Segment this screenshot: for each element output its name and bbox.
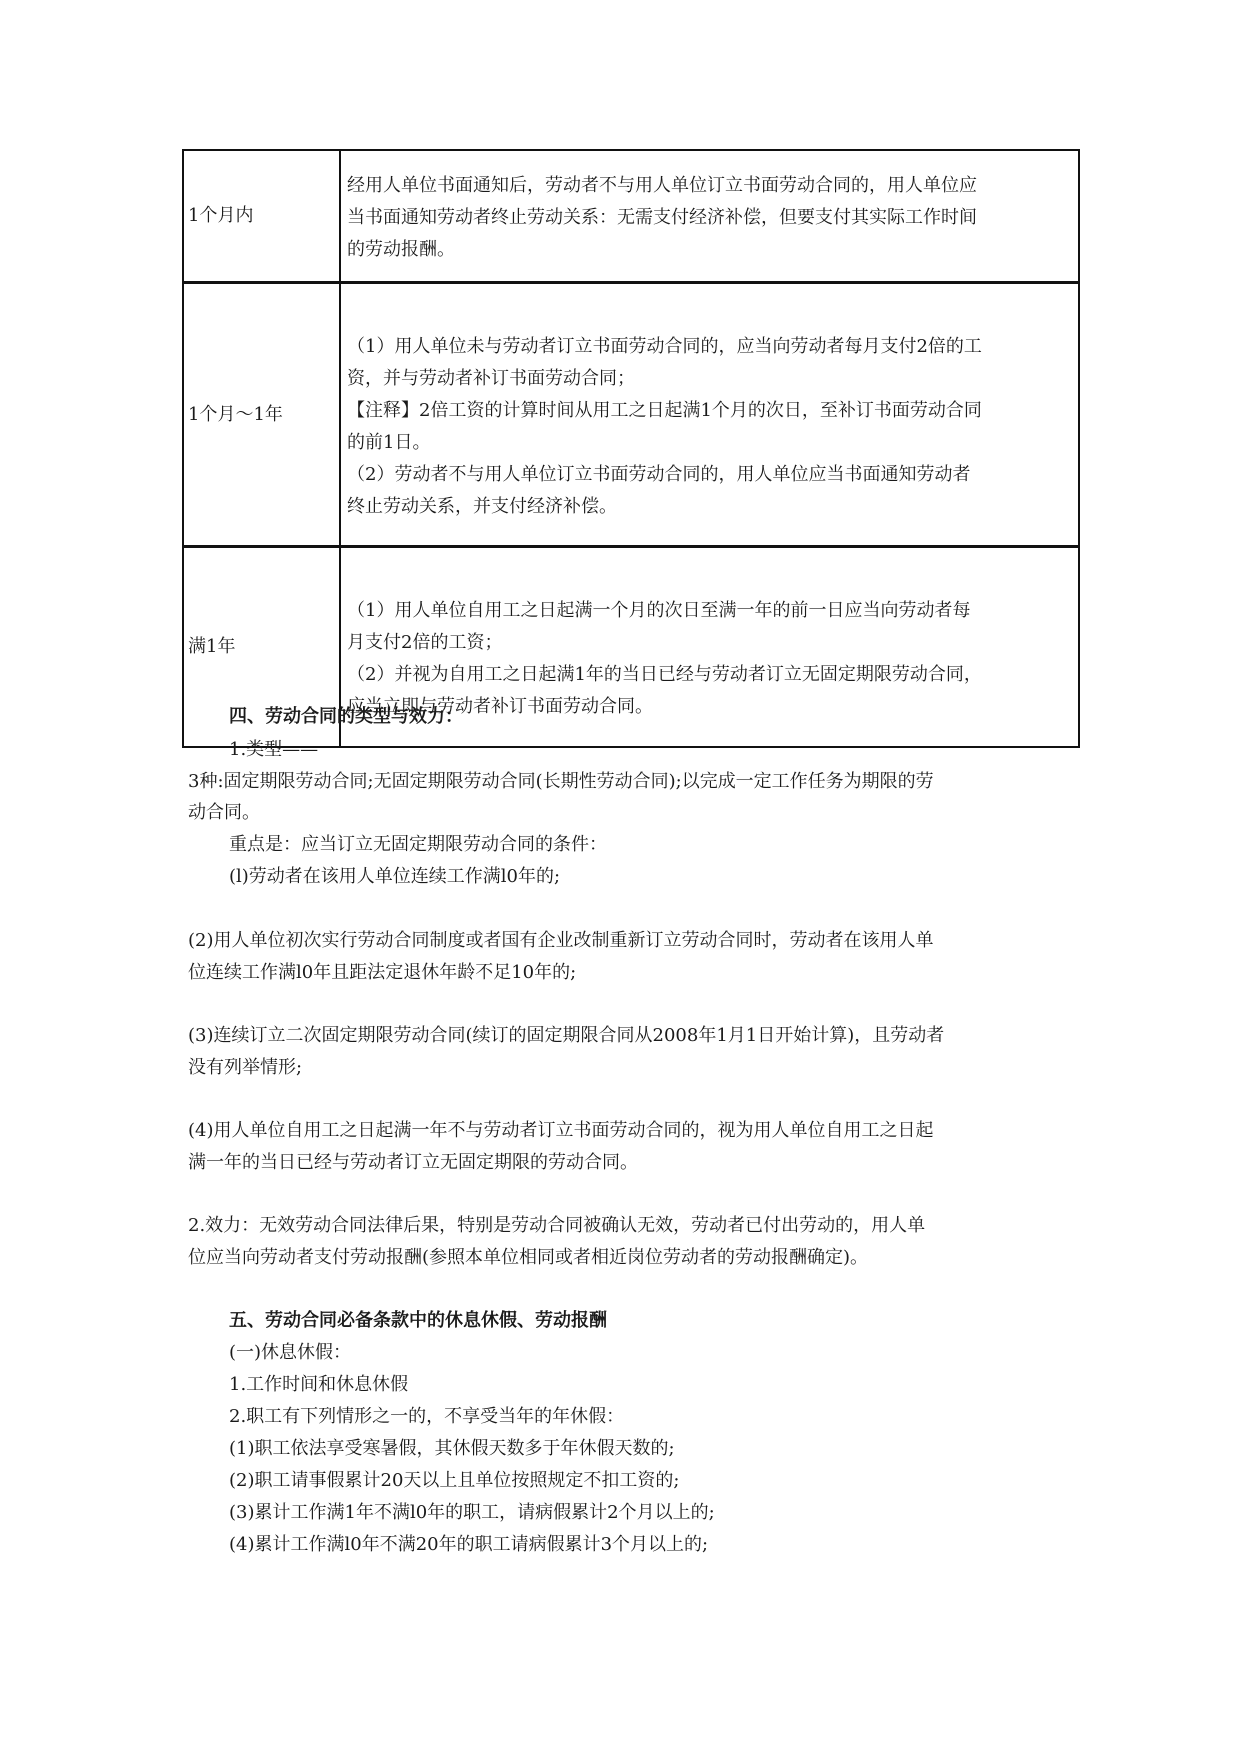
paragraph-line: 2.效力：无效劳动合同法律后果，特别是劳动合同被确认无效，劳动者已付出劳动的，用人单 bbox=[188, 1215, 926, 1236]
rule-line: （1）用人单位自用工之日起满一个月的次日至满一年的前一日应当向劳动者每 bbox=[347, 600, 971, 621]
rule-line: 月支付2倍的工资； bbox=[347, 632, 503, 653]
paragraph-line: 位应当向劳动者支付劳动报酬(参照本单位相同或者相近岗位劳动者的劳动报酬确定)。 bbox=[188, 1247, 869, 1268]
paragraph-line: 1.类型—— bbox=[229, 739, 319, 760]
table-row bbox=[183, 150, 1079, 283]
table-row bbox=[183, 283, 1079, 547]
rule-cell bbox=[340, 150, 1079, 283]
list-item: (3)累计工作满1年不满l0年的职工，请病假累计2个月以上的; bbox=[229, 1502, 715, 1523]
rule-line: 的前1日。 bbox=[347, 431, 431, 453]
rule-line: （2）并视为自用工之日起满1年的当日已经与劳动者订立无固定期限劳动合同， bbox=[347, 664, 982, 685]
rule-line: 【注释】2倍工资的计算时间从用工之日起满1个月的次日，至补订书面劳动合同 bbox=[347, 399, 982, 421]
list-item: 2.职工有下列情形之一的，不享受当年的年休假： bbox=[229, 1406, 625, 1427]
list-item: (2)用人单位初次实行劳动合同制度或者国有企业改制重新订立劳动合同时，劳动者在该用人单 bbox=[188, 930, 934, 951]
list-item: (1)职工依法享受寒暑假，其休假天数多于年休假天数的; bbox=[229, 1438, 675, 1459]
list-item: 没有列举情形; bbox=[188, 1057, 303, 1078]
rule-line: （1）用人单位未与劳动者订立书面劳动合同的，应当向劳动者每月支付2倍的工 bbox=[347, 335, 982, 357]
rule-line: 经用人单位书面通知后，劳动者不与用人单位订立书面劳动合同的，用人单位应 bbox=[347, 175, 977, 196]
rule-line: 的劳动报酬。 bbox=[347, 239, 455, 260]
contract-rules-table bbox=[182, 149, 1080, 748]
rule-line: 资，并与劳动者补订书面劳动合同； bbox=[347, 367, 635, 389]
list-item: (l)劳动者在该用人单位连续工作满l0年的; bbox=[229, 866, 561, 887]
list-item: 满一年的当日已经与劳动者订立无固定期限的劳动合同。 bbox=[188, 1152, 638, 1173]
list-item: 位连续工作满l0年且距法定退休年龄不足10年的; bbox=[188, 962, 577, 983]
period-cell: 1个月内 bbox=[183, 150, 340, 283]
list-item: (4)累计工作满l0年不满20年的职工请病假累计3个月以上的; bbox=[229, 1534, 709, 1555]
list-item: 1.工作时间和休息休假 bbox=[229, 1374, 409, 1395]
paragraph-line: 重点是：应当订立无固定期限劳动合同的条件： bbox=[229, 834, 607, 855]
paragraph-line: 3种:固定期限劳动合同;无固定期限劳动合同(长期性劳动合同);以完成一定工作任务为期限的劳 bbox=[188, 771, 934, 792]
period-cell: 满1年 bbox=[183, 547, 340, 748]
list-item: (4)用人单位自用工之日起满一年不与劳动者订立书面劳动合同的，视为用人单位自用工之日起 bbox=[188, 1120, 934, 1141]
rule-line: 终止劳动关系，并支付经济补偿。 bbox=[347, 495, 617, 517]
rule-line: 当书面通知劳动者终止劳动关系：无需支付经济补偿，但要支付其实际工作时间 bbox=[347, 207, 977, 228]
rule-line: （2）劳动者不与用人单位订立书面劳动合同的，用人单位应当书面通知劳动者 bbox=[347, 463, 971, 485]
section-heading: 五、劳动合同必备条款中的休息休假、劳动报酬 bbox=[229, 1310, 607, 1331]
list-item: (3)连续订立二次固定期限劳动合同(续订的固定期限合同从2008年1月1日开始计算)，且劳动者 bbox=[188, 1025, 945, 1046]
rule-cell bbox=[340, 283, 1079, 547]
paragraph-line: (一)休息休假： bbox=[229, 1342, 352, 1363]
paragraph-line: 动合同。 bbox=[188, 802, 260, 823]
period-cell: 1个月～1年 bbox=[183, 283, 340, 547]
section-heading: 四、劳动合同的类型与效力： bbox=[229, 706, 463, 727]
list-item: (2)职工请事假累计20天以上且单位按照规定不扣工资的; bbox=[229, 1470, 680, 1491]
rule-line: 应当立即与劳动者补订书面劳动合同。 bbox=[347, 696, 653, 717]
